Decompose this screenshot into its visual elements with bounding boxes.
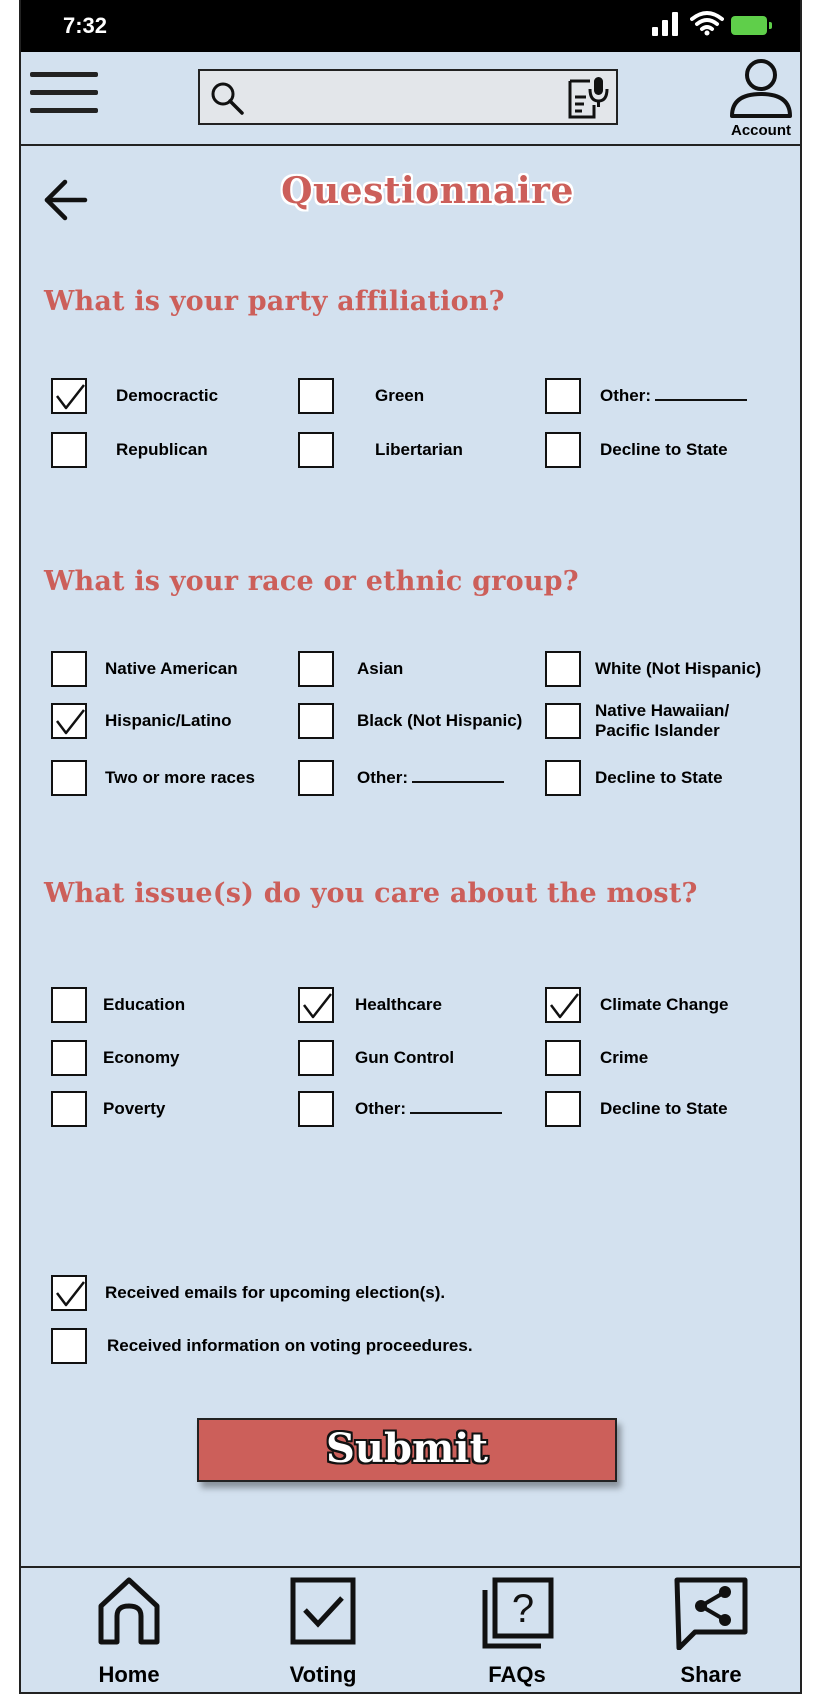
checkmark-icon	[301, 990, 333, 1022]
share-icon	[673, 1576, 749, 1650]
option-label	[600, 440, 728, 460]
top-bar	[21, 52, 800, 146]
search-icon	[210, 81, 246, 117]
option-label-text: Other:	[355, 1099, 406, 1118]
option-label-text: Democractic	[116, 386, 219, 405]
option-label-text: Republican	[116, 440, 208, 459]
other-blank-line[interactable]	[655, 399, 747, 401]
option-label-text: Libertarian	[375, 440, 463, 459]
option-label	[595, 768, 723, 788]
submit-button[interactable]: Submit	[197, 1418, 617, 1482]
checkmark-icon	[54, 706, 86, 738]
menu-button[interactable]	[30, 70, 98, 118]
checkbox[interactable]	[298, 760, 334, 796]
option-label	[355, 1099, 502, 1119]
option-label-text: Hispanic/Latino	[105, 711, 232, 730]
nav-home-label: Home	[98, 1662, 160, 1687]
checkbox[interactable]	[51, 987, 87, 1023]
option-label-text: Other:	[357, 768, 408, 787]
option-label-text: Two or more races	[105, 768, 255, 787]
option-label	[105, 711, 232, 731]
checkbox[interactable]	[545, 1040, 581, 1076]
option-label-text: Asian	[357, 659, 404, 678]
checkbox[interactable]	[545, 703, 581, 739]
question-race: What is your race or ethnic group?	[44, 566, 579, 597]
voice-search-icon[interactable]	[564, 75, 612, 123]
checkbox-checked[interactable]	[51, 1275, 87, 1311]
voting-check-icon	[289, 1576, 357, 1646]
checkmark-icon	[548, 990, 580, 1022]
option-label-text: Decline to State	[600, 440, 728, 459]
account-button[interactable]	[721, 58, 801, 140]
checkbox[interactable]	[51, 432, 87, 468]
option-label-text: Climate Change	[600, 995, 729, 1014]
faq-question-icon	[479, 1576, 555, 1650]
checkbox[interactable]	[51, 1328, 87, 1364]
option-label-text: Decline to State	[600, 1099, 728, 1118]
checkbox[interactable]	[545, 760, 581, 796]
option-label	[357, 711, 522, 731]
option-label-text: White (Not Hispanic)	[595, 659, 762, 678]
option-label-text: Native American	[105, 659, 238, 678]
checkbox-checked[interactable]	[51, 703, 87, 739]
svg-text:?: ?	[511, 1587, 535, 1631]
option-label	[595, 701, 729, 742]
checkbox[interactable]	[298, 1040, 334, 1076]
option-label-text: Decline to State	[595, 768, 723, 787]
search-input[interactable]	[198, 69, 618, 125]
signal-icon	[652, 12, 680, 36]
option-label	[357, 659, 403, 679]
nav-faqs-label: FAQs	[488, 1662, 546, 1687]
checkmark-icon	[54, 381, 86, 413]
checkbox[interactable]	[51, 1040, 87, 1076]
checkmark-icon	[54, 1278, 86, 1310]
option-label	[105, 659, 238, 679]
question-issues: What issue(s) do you care about the most?	[44, 878, 698, 909]
consent-label: Received information on voting proceedures.	[107, 1336, 473, 1355]
nav-home[interactable]	[64, 1576, 194, 1694]
phone-screen	[19, 0, 802, 1694]
option-label	[116, 440, 208, 460]
option-label	[105, 768, 255, 788]
checkbox-checked[interactable]	[545, 987, 581, 1023]
checkbox[interactable]	[298, 432, 334, 468]
option-label	[375, 386, 424, 406]
question-party: What is your party affiliation?	[44, 286, 505, 317]
checkbox[interactable]	[51, 760, 87, 796]
nav-share[interactable]	[646, 1576, 776, 1694]
option-label-text-line2: Pacific Islander	[595, 721, 720, 741]
checkbox[interactable]	[298, 1091, 334, 1127]
wifi-icon	[690, 10, 724, 36]
checkbox[interactable]	[51, 1091, 87, 1127]
option-label-text: Gun Control	[355, 1048, 455, 1067]
checkbox[interactable]	[545, 1091, 581, 1127]
option-label	[103, 1048, 180, 1068]
checkbox[interactable]	[51, 651, 87, 687]
nav-voting[interactable]	[258, 1576, 388, 1694]
status-bar	[21, 0, 800, 52]
bottom-nav	[21, 1566, 800, 1694]
nav-voting-label: Voting	[289, 1662, 357, 1687]
option-label-text: Economy	[103, 1048, 180, 1067]
option-label	[600, 386, 747, 406]
option-label-text: Healthcare	[355, 995, 442, 1014]
option-label-text: Black (Not Hispanic)	[357, 711, 523, 730]
option-label	[595, 659, 761, 679]
page-title: Questionnaire	[281, 170, 574, 212]
checkbox-checked[interactable]	[51, 378, 87, 414]
option-label-text: Native Hawaiian/	[595, 701, 730, 720]
option-label	[600, 1048, 648, 1068]
checkbox[interactable]	[545, 378, 581, 414]
account-label: Account	[731, 122, 791, 139]
checkbox[interactable]	[298, 703, 334, 739]
other-blank-line[interactable]	[412, 781, 504, 783]
status-time: 7:32	[63, 13, 108, 38]
option-label-text: Other:	[600, 386, 651, 405]
checkbox-checked[interactable]	[298, 987, 334, 1023]
consent-label: Received emails for upcoming election(s).	[105, 1283, 446, 1302]
nav-share-label: Share	[680, 1662, 742, 1687]
option-label	[600, 995, 728, 1015]
option-label-text: Crime	[600, 1048, 649, 1067]
option-label	[355, 995, 442, 1015]
option-label-text: Poverty	[103, 1099, 166, 1118]
checkbox[interactable]	[298, 651, 334, 687]
checkbox[interactable]	[545, 432, 581, 468]
account-icon	[728, 58, 794, 120]
option-label	[357, 768, 504, 788]
option-label	[375, 440, 463, 460]
option-label	[355, 1048, 454, 1068]
home-icon	[96, 1576, 162, 1646]
option-label-text: Education	[103, 995, 186, 1014]
nav-faqs[interactable]	[452, 1576, 582, 1694]
option-label	[103, 995, 185, 1015]
option-label	[116, 386, 218, 406]
option-label-text: Green	[375, 386, 425, 405]
other-blank-line[interactable]	[410, 1112, 502, 1114]
option-label	[103, 1099, 165, 1119]
checkbox[interactable]	[545, 651, 581, 687]
option-label	[600, 1099, 728, 1119]
battery-icon	[731, 16, 767, 35]
checkbox[interactable]	[298, 378, 334, 414]
